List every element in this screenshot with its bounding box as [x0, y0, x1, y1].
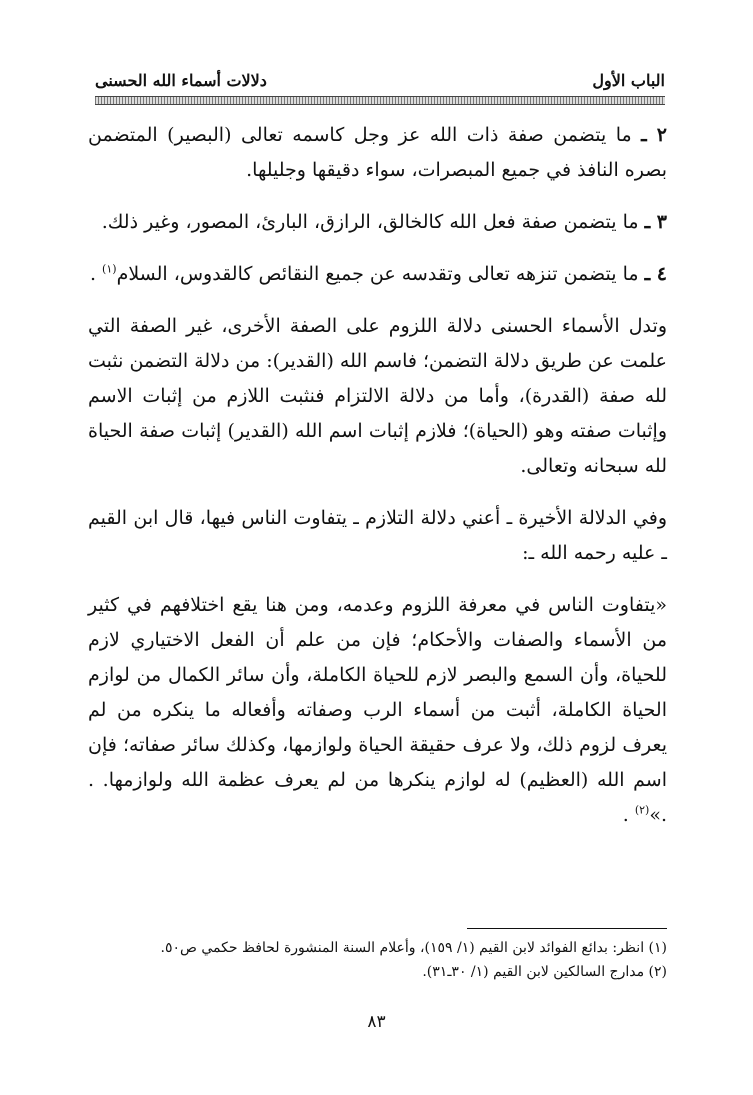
item-number: ٢ ـ [641, 124, 668, 146]
quote-tail: . [622, 804, 635, 826]
list-item-3 [88, 205, 667, 240]
paragraph: وتدل الأسماء الحسنى دلالة اللزوم على الصفة الأخرى، غير الصفة التي علمت عن طريق دلالة التضمن؛ فاسم الله (القدير): من دلالة التضمن نثبت لله صفة (القدرة)، وأما من دلالة الالتزام فنثبت اللازم من إثبات الاسم وإثبات صفته وهو (الحياة)؛ فلازم إثبات اسم الله (القدير) إثبات صفة الحياة لله سبحانه وتعالى. [88, 315, 667, 477]
item-text: ما يتضمن تنزهه تعالى وتقدسه عن جميع النقائص كالقدوس، السلام [116, 263, 639, 285]
list-item-2 [88, 118, 667, 188]
footnote: (٢) مدارج السالكين لابن القيم (١/ ٣٠ـ٣١). [422, 964, 667, 980]
footnote-ref: (١) [102, 262, 117, 276]
chapter-title: الباب الأول [592, 70, 665, 90]
footnotes [88, 936, 667, 984]
quotation [88, 588, 667, 833]
book-title: دلالات أسماء الله الحسنى [95, 70, 267, 90]
header-divider [95, 96, 665, 105]
main-text [88, 118, 667, 833]
list-item-4 [88, 257, 667, 292]
footnote: (١) انظر: بدائع الفوائد لابن القيم (١/ ١٥٩)، وأعلام السنة المنشورة لحافظ حكمي ص٥٠. [160, 940, 667, 956]
page-number: ٨٣ [367, 1012, 386, 1032]
footnote-divider [467, 928, 667, 929]
item-text: ما يتضمن صفة فعل الله كالخالق، الرازق، البارئ، المصور، وغير ذلك. [101, 211, 639, 233]
footnote-ref: (٢) [634, 803, 650, 817]
quote-text: «يتفاوت الناس في معرفة اللزوم وعدمه، ومن هنا يقع اختلافهم في كثير من الأسماء والصفات والأحكام؛ فإن من علم أن الفعل الاختياري لازم للحياة، وأن السمع والبصر لازم للحياة الكاملة، وأن سائر الكمال من لوازم الحياة الكاملة، أثبت من أسماء الرب وصفاته وأفعاله ما ينكره من لم يعرف لزوم ذلك، ولا عرف حقيقة الحياة ولوازمها، وكذلك سائر صفاته؛ فإن اسم الله (العظيم) له لوازم ينكرها من لم يعرف عظمة الله ولوازمها. . .» [88, 594, 667, 826]
paragraph: وفي الدلالة الأخيرة ـ أعني دلالة التلازم ـ يتفاوت الناس فيها، قال ابن القيم ـ عليه رحمه الله ـ: [88, 507, 667, 564]
item-text: ما يتضمن صفة ذات الله عز وجل كاسمه تعالى (البصير) المتضمن بصره النافذ في جميع المبصرات، سواء دقيقها وجليلها. [88, 124, 667, 181]
item-number: ٤ ـ [644, 263, 667, 285]
item-tail: . [89, 263, 103, 285]
item-number: ٣ ـ [644, 211, 667, 233]
running-header [95, 66, 665, 94]
